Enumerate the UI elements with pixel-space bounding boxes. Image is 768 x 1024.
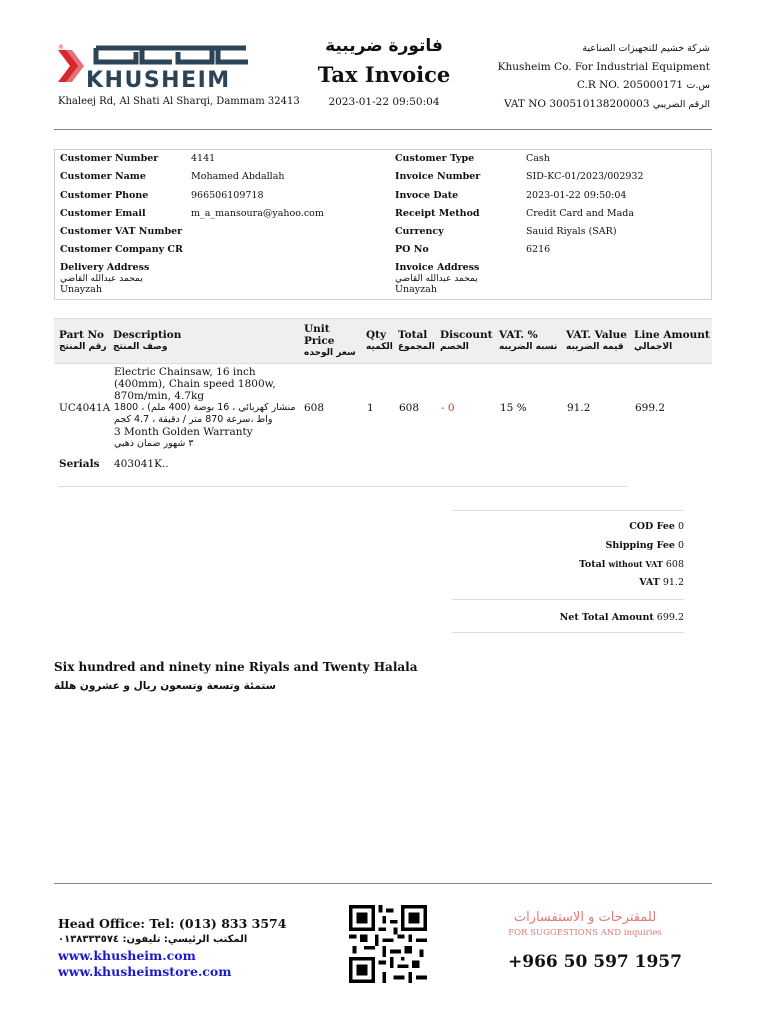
vat-row: VAT 91.2	[639, 577, 684, 588]
vat-value: 91.2	[567, 402, 591, 414]
totals-bottom-rule	[452, 632, 684, 633]
customer-number: 4141	[191, 153, 216, 164]
customer-name: Mohamed Abdallah	[191, 171, 285, 182]
invoice-address-ar: يمحمد عبدالله القاضي	[395, 274, 478, 284]
part-number: UC4041A	[59, 402, 111, 414]
customer-email: m_a_mansoura@yahoo.com	[191, 208, 324, 219]
amount-in-words-en: Six hundred and ninety nine Riyals and Twenty Halala	[54, 660, 418, 674]
head-office: Head Office: Tel: (013) 833 3574	[58, 916, 287, 931]
col-vat-value: VAT. Value قيمه الضريبه	[566, 329, 627, 352]
cod-fee-row: COD Fee 0	[629, 521, 684, 532]
company-name-ar: شركة خشيم للتجهيزات الصناعية	[582, 43, 710, 54]
customer-email-label: Customer Email	[60, 208, 146, 219]
suggestions-label-en: FOR SUGGESTIONS AND inquiries	[508, 928, 662, 938]
net-total-row: Net Total Amount 699.2	[559, 612, 684, 623]
suggestions-label-ar: للمقترحات و الاستفسارات	[513, 910, 657, 925]
customer-type-label: Customer Type	[395, 153, 475, 164]
col-total: Total المجموع	[398, 329, 435, 352]
head-office-ar: المكتب الرئيسي: تليفون: ٠١٣٨٣٣٣٥٧٤	[58, 934, 248, 945]
invoice-address-label: Invoice Address	[395, 262, 480, 273]
warranty-en: 3 Month Golden Warranty	[114, 426, 253, 438]
footer-divider	[54, 883, 712, 884]
serials-value: 403041K..	[114, 458, 169, 470]
page-title: Tax Invoice	[317, 62, 451, 87]
discount: - 0	[441, 402, 455, 414]
items-table-header	[54, 318, 712, 364]
unit-price: 608	[304, 402, 325, 414]
line-total: 608	[399, 402, 420, 414]
invoice-date-label: Invoce Date	[395, 190, 459, 201]
totals-mid-rule	[452, 599, 684, 600]
invoice-city: Unayzah	[395, 284, 437, 295]
col-qty: Qty الكميه	[366, 329, 393, 352]
customer-phone: 966506109718	[191, 190, 264, 201]
currency: Sauid Riyals (SAR)	[526, 226, 617, 237]
support-phone[interactable]: +966 50 597 1957	[508, 952, 682, 972]
totals-top-rule	[452, 510, 684, 511]
company-details	[498, 40, 710, 114]
amount-in-words-ar: ستمئة وتسعة وتسعون ريال و عشرون هللة	[54, 680, 276, 692]
customer-type: Cash	[526, 153, 550, 164]
company-address: Khaleej Rd, Al Shati Al Sharqi, Dammam 32413	[58, 96, 300, 107]
website-link[interactable]: www.khusheim.com	[58, 948, 196, 963]
quantity: 1	[367, 402, 374, 414]
currency-label: Currency	[395, 226, 444, 237]
customer-name-label: Customer Name	[60, 171, 146, 182]
header-divider	[54, 129, 712, 130]
col-line-amount: Line Amount الاجمالي	[634, 329, 710, 352]
customer-cr-label: Customer Company CR	[60, 244, 183, 255]
cr-number: C.R NO. 205000171 س.ت	[576, 79, 710, 91]
store-website-link[interactable]: www.khusheimstore.com	[58, 964, 232, 979]
vat-number: VAT NO 300510138200003 الرقم الضريبي	[503, 98, 710, 110]
serials-label: Serials	[59, 458, 100, 470]
po-number: 6216	[526, 244, 551, 255]
item-description	[114, 366, 304, 450]
receipt-method-label: Receipt Method	[395, 208, 480, 219]
title-arabic: فاتورة ضريبية	[325, 36, 443, 56]
table-divider	[58, 486, 628, 487]
invoice-number-label: Invoice Number	[395, 171, 481, 182]
invoice-datetime: 2023-01-22 09:50:04	[328, 96, 440, 108]
shipping-fee-row: Shipping Fee 0	[605, 540, 684, 551]
logo-wordmark: KHUSHEIM	[86, 68, 231, 90]
total-row: Total without VAT 608	[578, 559, 684, 570]
delivery-city: Unayzah	[60, 284, 102, 295]
svg-text:®: ®	[58, 44, 64, 51]
invoice-number: SID-KC-01/2023/002932	[526, 171, 644, 182]
line-amount: 699.2	[635, 402, 666, 414]
col-part-no: Part No رقم المنتج	[59, 329, 107, 352]
footer-contact	[58, 916, 286, 980]
description-ar: منشار كهربائي ، 16 بوصة (400 ملم) ، 1800 واط ،سرعة 870 متر / دقيقة ، 4.7 كجم	[114, 402, 296, 425]
customer-vat-label: Customer VAT Number	[60, 226, 183, 237]
company-name-en: Khusheim Co. For Industrial Equipment	[497, 61, 710, 73]
vat-percent: 15 %	[500, 402, 527, 414]
invoice-date: 2023-01-22 09:50:04	[526, 190, 627, 201]
col-unit-price: Unit Price سعر الوحده	[304, 323, 356, 358]
receipt-method: Credit Card and Mada	[526, 208, 634, 219]
col-description: Description وصف المنتج	[113, 329, 182, 352]
customer-info-box	[54, 149, 712, 300]
warranty-ar: ٣ شهور ضمان ذهبي	[114, 438, 194, 449]
customer-phone-label: Customer Phone	[60, 190, 149, 201]
delivery-address-label: Delivery Address	[60, 262, 150, 273]
po-number-label: PO No	[395, 244, 429, 255]
col-discount: Discount الخصم	[440, 329, 493, 352]
description-en: Electric Chainsaw, 16 inch (400mm), Chain speed 1800w, 870m/min, 4.7kg	[114, 366, 276, 402]
qr-code	[346, 905, 430, 983]
customer-number-label: Customer Number	[60, 153, 159, 164]
col-vat-pct: VAT. % نسبه الضريبه	[499, 329, 558, 352]
delivery-address-ar: يمحمد عبدالله القاضي	[60, 274, 143, 284]
